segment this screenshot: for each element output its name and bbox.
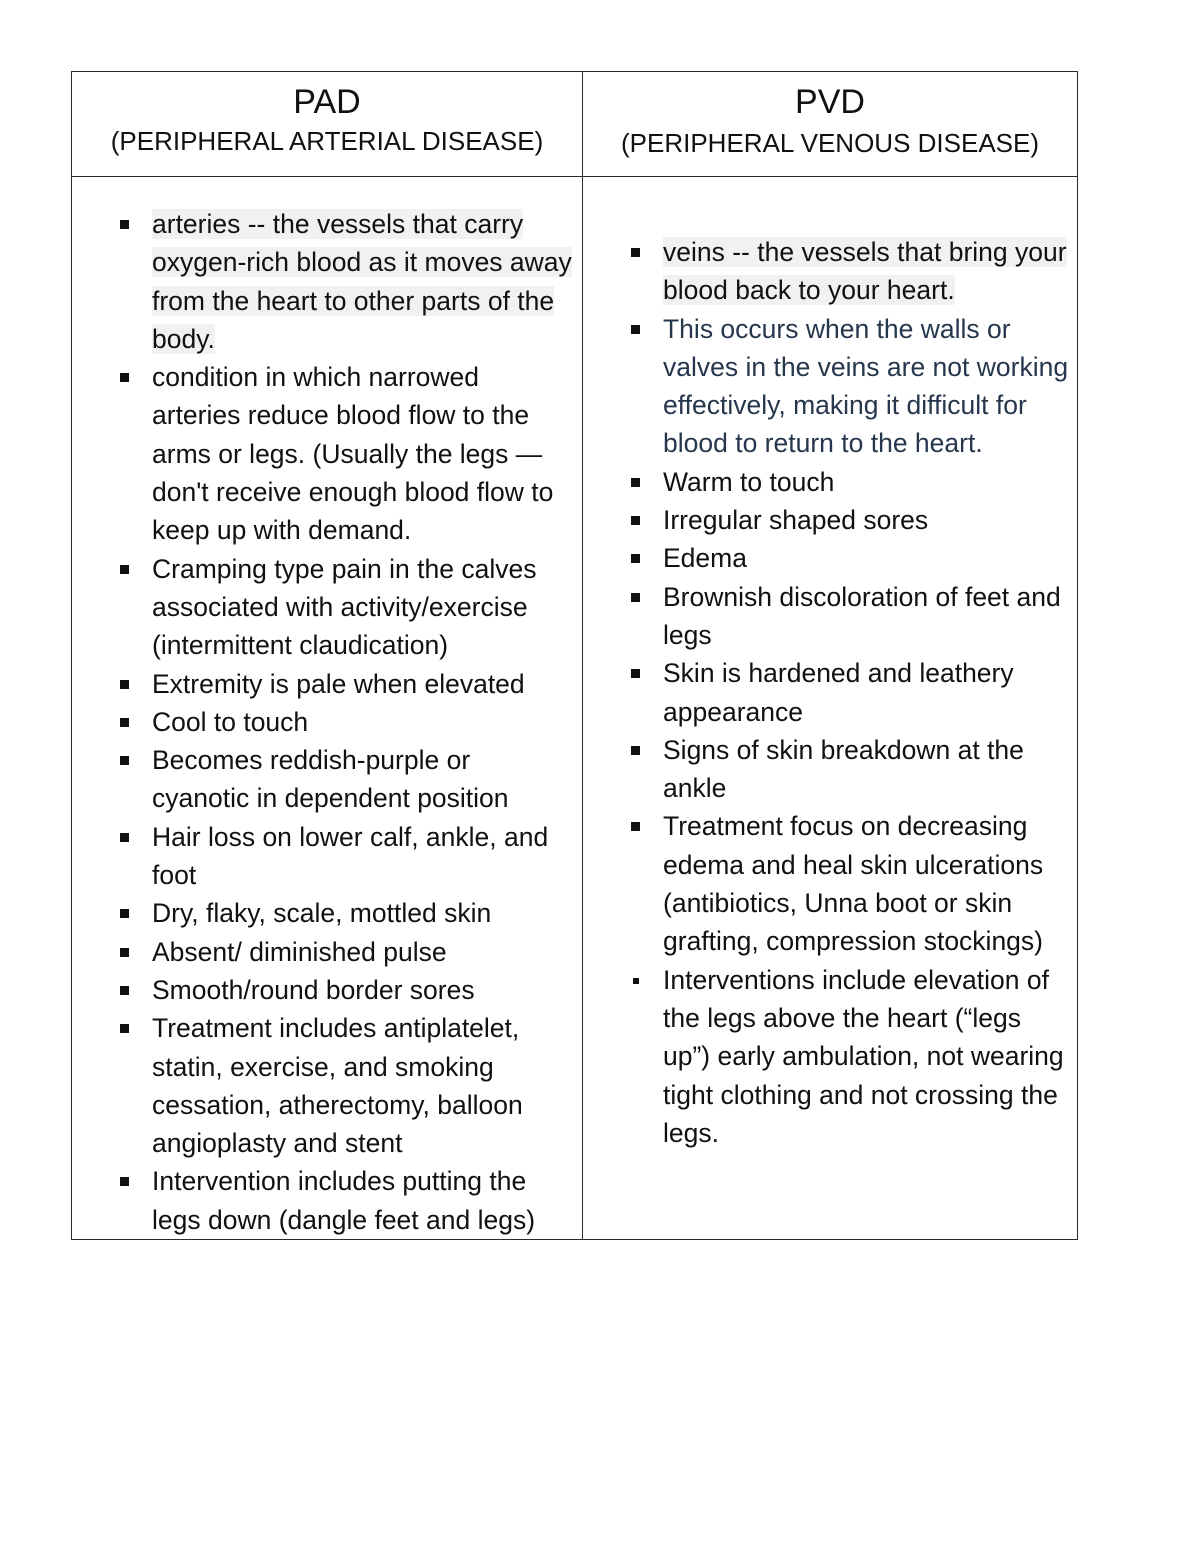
list-item bbox=[583, 539, 1069, 577]
list-item bbox=[72, 665, 574, 703]
list-item-text: Brownish discoloration of feet and legs bbox=[663, 581, 1061, 650]
list-item-text: Smooth/round border sores bbox=[152, 974, 475, 1005]
list-item-text: Dry, flaky, scale, mottled skin bbox=[152, 898, 492, 929]
pad-header-cell bbox=[72, 72, 583, 177]
square-bullet-icon bbox=[631, 822, 640, 831]
comparison-table bbox=[71, 71, 1078, 1240]
table-header-row bbox=[72, 72, 1078, 177]
list-item-text: Signs of skin breakdown at the ankle bbox=[663, 734, 1024, 804]
list-item-text: Intervention includes putting the legs down (dangle feet and legs) bbox=[152, 1166, 536, 1235]
list-item-text: Hair loss on lower calf, ankle, and foot bbox=[152, 821, 549, 891]
square-bullet-icon bbox=[120, 833, 129, 842]
square-bullet-icon bbox=[631, 746, 640, 755]
list-item bbox=[72, 933, 574, 971]
list-item-text: Absent/ diminished pulse bbox=[152, 936, 447, 967]
list-item-text: Treatment focus on decreasing edema and heal skin ulcerations (antibiotics, Unna boot or skin grafting, compression stockings) bbox=[663, 811, 1044, 957]
square-bullet-icon bbox=[120, 1177, 129, 1186]
square-bullet-icon bbox=[631, 516, 640, 525]
pvd-subtitle: (PERIPHERAL VENOUS DISEASE) bbox=[620, 128, 1040, 158]
list-item-text: Interventions include elevation of the legs above the heart (“legs up”) early ambulation, not wearing tight clothing and not crossing the legs. bbox=[663, 964, 1064, 1148]
list-item-text: Treatment includes antiplatelet, statin, exercise, and smoking cessation, atherectomy, balloon angioplasty and stent bbox=[152, 1013, 523, 1159]
pvd-header-cell bbox=[583, 72, 1078, 177]
square-bullet-icon bbox=[120, 565, 129, 574]
list-item bbox=[72, 971, 574, 1009]
square-bullet-icon bbox=[633, 978, 639, 984]
square-bullet-icon bbox=[120, 909, 129, 918]
list-item-text: Irregular shaped sores bbox=[663, 505, 929, 536]
square-bullet-icon bbox=[120, 680, 129, 689]
list-item-text: Warm to touch bbox=[663, 466, 835, 497]
square-bullet-icon bbox=[120, 948, 129, 957]
list-item bbox=[583, 961, 1069, 1152]
list-item bbox=[583, 807, 1069, 960]
list-item bbox=[583, 501, 1069, 539]
square-bullet-icon bbox=[120, 220, 129, 229]
pvd-list bbox=[583, 233, 1077, 1152]
list-item bbox=[72, 205, 574, 358]
list-item bbox=[583, 654, 1069, 731]
pad-list bbox=[72, 205, 582, 1239]
list-item bbox=[72, 550, 574, 665]
pad-subtitle: (PERIPHERAL ARTERIAL DISEASE) bbox=[110, 126, 544, 156]
list-item bbox=[583, 310, 1069, 463]
list-item-text: veins -- the vessels that bring your blood back to your heart. bbox=[663, 237, 1067, 306]
square-bullet-icon bbox=[120, 986, 129, 995]
list-item-text: Skin is hardened and leathery appearance bbox=[663, 658, 1014, 727]
square-bullet-icon bbox=[120, 373, 129, 382]
list-item bbox=[72, 1162, 574, 1239]
list-item bbox=[72, 741, 574, 818]
list-item-text: Edema bbox=[663, 543, 747, 574]
square-bullet-icon bbox=[631, 478, 640, 487]
list-item-text: Extremity is pale when elevated bbox=[152, 668, 525, 699]
list-item bbox=[72, 818, 574, 895]
square-bullet-icon bbox=[631, 593, 640, 602]
pvd-body-cell bbox=[583, 177, 1078, 1240]
list-item-text: Cramping type pain in the calves associated with activity/exercise (intermittent claudication) bbox=[152, 553, 537, 661]
list-item-text: arteries -- the vessels that carry oxygen-rich blood as it moves away from the heart to other parts of the body. bbox=[152, 209, 572, 354]
pad-body-cell bbox=[72, 177, 583, 1240]
square-bullet-icon bbox=[631, 325, 640, 334]
pvd-title: PVD bbox=[795, 83, 865, 121]
list-item bbox=[583, 233, 1069, 310]
list-item bbox=[72, 703, 574, 741]
list-item bbox=[583, 463, 1069, 501]
square-bullet-icon bbox=[631, 669, 640, 678]
list-item-text: condition in which narrowed arteries reduce blood flow to the arms or legs. (Usually the legs — don't receive enough blood flow to keep up with demand. bbox=[152, 362, 554, 546]
list-item bbox=[72, 1009, 574, 1162]
list-item bbox=[72, 894, 574, 932]
list-item bbox=[583, 731, 1069, 808]
square-bullet-icon bbox=[120, 718, 129, 727]
square-bullet-icon bbox=[120, 1024, 129, 1033]
square-bullet-icon bbox=[631, 554, 640, 563]
list-item bbox=[72, 358, 574, 549]
square-bullet-icon bbox=[120, 756, 129, 765]
pad-title: PAD bbox=[293, 83, 361, 121]
list-item-text: This occurs when the walls or valves in the veins are not working effectively, making it difficult for blood to return to the heart. bbox=[663, 313, 1069, 459]
square-bullet-icon bbox=[631, 248, 640, 257]
list-item bbox=[583, 578, 1069, 655]
table-body-row bbox=[72, 177, 1078, 1240]
list-item-text: Cool to touch bbox=[152, 706, 309, 737]
list-item-text: Becomes reddish-purple or cyanotic in dependent position bbox=[152, 745, 509, 814]
